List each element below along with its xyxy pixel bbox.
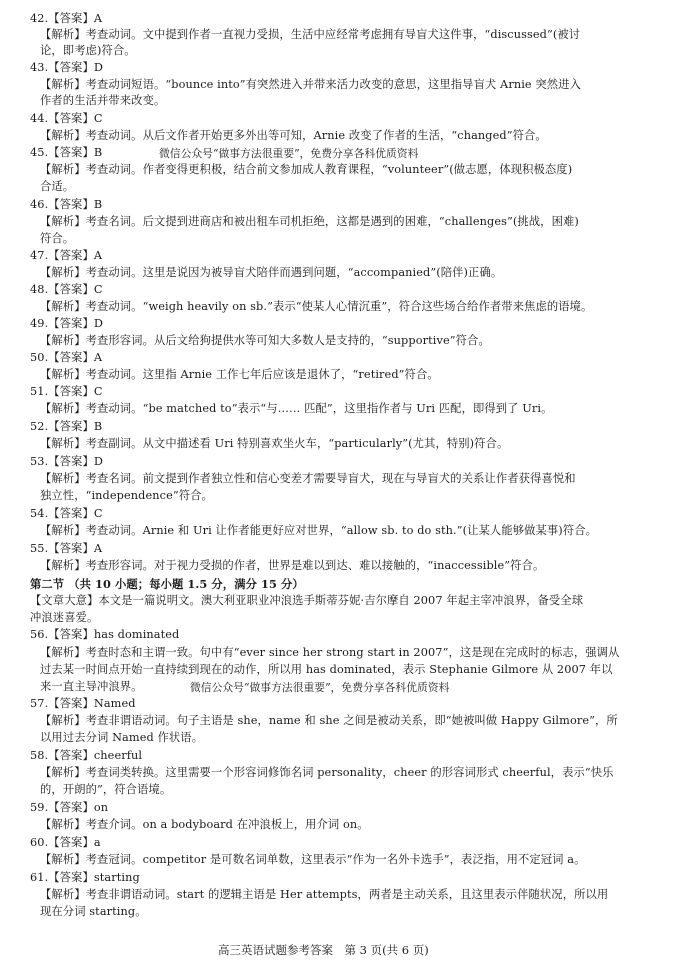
explanation-line: 独立性，“independence”符合。	[40, 489, 213, 502]
explanation-line: 【解析】考查形容词。从后文给狗提供水等可知大多数人是支持的，“supportive”符合。	[40, 334, 490, 347]
watermark-text: 微信公众号“做事方法很重要”，免费分享各科优质资料	[190, 681, 450, 694]
explanation-line: 合适。	[40, 180, 75, 193]
answer-number-line: 48.【答案】C	[30, 283, 103, 296]
explanation-line: 过去某一时间点开始一直持续到现在的动作，所以用 has dominated，表示 Stephanie Gilmore 从 2007 年以	[40, 663, 613, 676]
page-footer: 高三英语试题参考答案 第 3 页(共 6 页)	[218, 943, 429, 957]
explanation-line: 【解析】考查动词。这里指 Arnie 工作七年后应该是退休了，“retired”符合。	[40, 368, 439, 381]
explanation-line: 【解析】考查动词。文中提到作者一直视力受损，生活中应经常考虑拥有导盲犬这件事，“discussed”(被讨	[40, 28, 581, 41]
answer-number-line: 56.【答案】has dominated	[30, 628, 180, 641]
answer-number-line: 57.【答案】Named	[30, 697, 136, 710]
explanation-line: 【解析】考查介词。on a bodyboard 在冲浪板上，用介词 on。	[40, 818, 369, 831]
explanation-line: 【解析】考查名词。后文提到进商店和被出租车司机拒绝，这都是遇到的困难，“challenges”(挑战，困难)	[40, 215, 579, 228]
answer-number-line: 51.【答案】C	[30, 385, 103, 398]
answer-number-line: 52.【答案】B	[30, 420, 103, 433]
explanation-line: 【解析】考查非谓语动词。start 的逻辑主语是 Her attempts，两者是主动关系，且这里表示伴随状况，所以用	[40, 888, 609, 901]
answer-number-line: 50.【答案】A	[30, 351, 103, 364]
explanation-line: 【解析】考查副词。从文中描述看 Uri 特别喜欢坐火车，“particularly”(尤其，特别)符合。	[40, 437, 509, 450]
answer-number-line: 53.【答案】D	[30, 455, 104, 468]
answer-number-line: 55.【答案】A	[30, 542, 103, 555]
explanation-line: 冲浪迷喜爱。	[30, 611, 99, 624]
explanation-line: 【解析】考查形容词。对于视力受损的作者，世界是难以到达、难以接触的，“inaccessible”符合。	[40, 559, 545, 572]
explanation-line: 符合。	[40, 232, 75, 245]
section-heading: 第二节 （共 10 小题；每小题 1.5 分，满分 15 分）	[30, 577, 304, 591]
explanation-line: 现在分词 starting。	[40, 905, 147, 918]
explanation-line: 【解析】考查动词。Arnie 和 Uri 让作者能更好应对世界，“allow sb. to do sth.”(让某人能够做某事)符合。	[40, 524, 598, 537]
answer-number-line: 60.【答案】a	[30, 836, 101, 849]
answer-number-line: 42.【答案】A	[30, 12, 103, 25]
answer-number-line: 46.【答案】B	[30, 198, 103, 211]
explanation-line: 论，即考虑)符合。	[40, 44, 136, 57]
explanation-line: 【解析】考查动词。这里是说因为被导盲犬陪伴而遇到问题，“accompanied”(陪伴)正确。	[40, 266, 503, 279]
explanation-line: 【解析】考查非谓语动词。句子主语是 she，name 和 she 之间是被动关系，即“她被叫做 Happy Gilmore”，所	[40, 714, 618, 727]
answer-number-line: 58.【答案】cheerful	[30, 749, 143, 762]
explanation-line: 以用过去分词 Named 作状语。	[40, 731, 204, 744]
explanation-line: 【解析】考查动词短语。“bounce into”有突然进入并带来活力改变的意思，这里指导盲犬 Arnie 突然进入	[40, 78, 581, 91]
answer-number-line: 43.【答案】D	[30, 61, 104, 74]
answer-number-line: 44.【答案】C	[30, 112, 103, 125]
explanation-line: 来一直主导冲浪界。	[40, 680, 143, 693]
watermark-text: 微信公众号“做事方法很重要”，免费分享各科优质资料	[159, 147, 419, 160]
explanation-line: 【解析】考查名词。前文提到作者独立性和信心变差才需要导盲犬，现在与导盲犬的关系让作者获得喜悦和	[40, 472, 576, 485]
answer-number-line: 45.【答案】B	[30, 146, 103, 159]
answer-number-line: 49.【答案】D	[30, 317, 104, 330]
answer-number-line: 54.【答案】C	[30, 507, 103, 520]
explanation-line: 【解析】考查动词。“weigh heavily on sb.”表示“使某人心情沉重”，符合这些场合给作者带来焦虑的语境。	[40, 300, 593, 313]
explanation-line: 【解析】考查词类转换。这里需要一个形容词修饰名词 personality，cheer 的形容词形式 cheerful，表示“快乐	[40, 766, 614, 779]
explanation-line: 的，开朗的”，符合语境。	[40, 783, 172, 796]
explanation-line: 【解析】考查时态和主谓一致。句中有“ever since her strong start in 2007”，这是现在完成时的标志，强调从	[40, 646, 620, 659]
summary-line: 【文章大意】本文是一篇说明文。澳大利亚职业冲浪选手斯蒂芬妮·吉尔摩自 2007 年起主宰冲浪界，备受全球	[30, 594, 584, 607]
answer-number-line: 59.【答案】on	[30, 801, 109, 814]
explanation-line: 【解析】考查动词。从后文作者开始更多外出等可知，Arnie 改变了作者的生活，“changed”符合。	[40, 129, 547, 142]
explanation-line: 【解析】考查冠词。competitor 是可数名词单数，这里表示“作为一名外卡选手”，表泛指，用不定冠词 a。	[40, 853, 586, 866]
answer-number-line: 47.【答案】A	[30, 249, 103, 262]
explanation-line: 作者的生活并带来改变。	[40, 94, 166, 107]
explanation-line: 【解析】考查动词。“be matched to”表示“与…… 匹配”，这里指作者与 Uri 匹配，即得到了 Uri。	[40, 402, 553, 415]
answer-number-line: 61.【答案】starting	[30, 871, 140, 884]
explanation-line: 【解析】考查动词。作者变得更积极，结合前文参加成人教育课程，“volunteer”(做志愿，体现积极态度)	[40, 163, 573, 176]
